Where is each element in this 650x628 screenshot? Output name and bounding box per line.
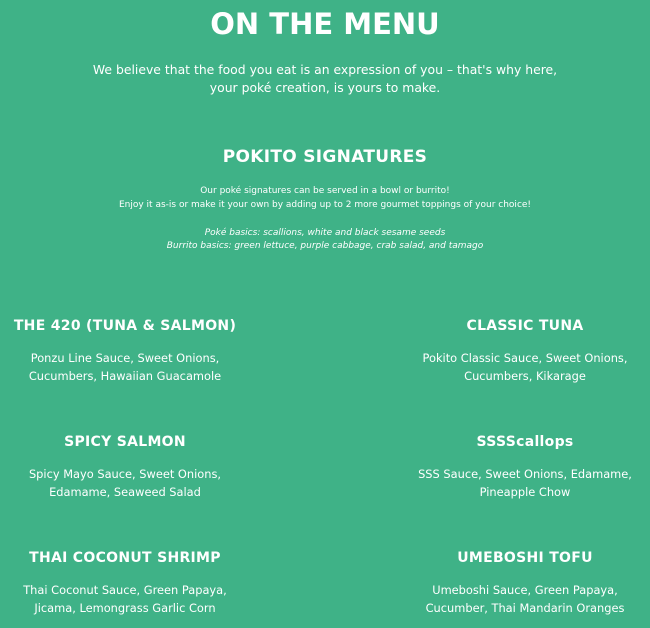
menu-item-desc-line-2: Cucumbers, Kikarage	[464, 369, 586, 383]
menu-item-thai-coconut-shrimp	[0, 550, 250, 617]
menu-item-description	[0, 349, 250, 385]
menu-item-description	[400, 349, 650, 385]
menu-item-name: UMEBOSHI TOFU	[457, 550, 593, 566]
menu-item-desc-line-1: Spicy Mayo Sauce, Sweet Onions,	[28, 467, 222, 481]
menu-item-name: THE 420 (TUNA & SALMON)	[13, 318, 237, 334]
burrito-basics: Burrito basics: green lettuce, purple cabbage, crab salad, and tamago	[166, 241, 484, 251]
signatures-desc-line-1: Our poké signatures can be served in a bowl or burrito!	[200, 186, 450, 196]
menu-item-desc-line-2: Edamame, Seaweed Salad	[49, 485, 201, 499]
menu-item-spicy-salmon	[0, 434, 250, 501]
menu-item-name: SSSScallops	[476, 434, 574, 450]
menu-item-desc-line-2: Cucumber, Thai Mandarin Oranges	[425, 601, 625, 615]
signatures-description	[60, 185, 590, 212]
menu-item-name: SPICY SALMON	[64, 434, 186, 450]
menu-item-name: THAI COCONUT SHRIMP	[29, 550, 221, 566]
menu-item-desc-line-1: Thai Coconut Sauce, Green Papaya,	[23, 583, 227, 597]
menu-item-desc-line-1: SSS Sauce, Sweet Onions, Edamame,	[418, 467, 632, 481]
signatures-title: POKITO SIGNATURES	[222, 147, 428, 167]
menu-item-desc-line-1: Pokito Classic Sauce, Sweet Onions,	[422, 351, 628, 365]
menu-item-desc-line-2: Pineapple Chow	[479, 485, 571, 499]
menu-item-classic-tuna	[400, 318, 650, 385]
poke-basics: Poké basics: scallions, white and black sesame seeds	[204, 228, 446, 238]
menu-item-desc-line-1: Umeboshi Sauce, Green Papaya,	[432, 583, 618, 597]
intro-text	[60, 61, 590, 97]
signatures-basics	[60, 227, 590, 253]
menu-item-name: CLASSIC TUNA	[466, 318, 584, 334]
menu-item-desc-line-1: Ponzu Line Sauce, Sweet Onions,	[30, 351, 220, 365]
menu-item-desc-line-2: Cucumbers, Hawaiian Guacamole	[28, 369, 222, 383]
menu-item-description	[0, 581, 250, 617]
menu-item-sssscallops	[400, 434, 650, 501]
menu-item-desc-line-2: Jicama, Lemongrass Garlic Corn	[34, 601, 216, 615]
menu-item-description	[0, 465, 250, 501]
intro-line-2: your poké creation, is yours to make.	[209, 80, 441, 95]
intro-line-1: We believe that the food you eat is an expression of you – that's why here,	[92, 62, 558, 77]
menu-item-420-tuna-salmon	[0, 318, 250, 385]
menu-item-description	[400, 465, 650, 501]
menu-item-umeboshi-tofu	[400, 550, 650, 617]
menu-item-description	[400, 581, 650, 617]
signatures-desc-line-2: Enjoy it as-is or make it your own by adding up to 2 more gourmet toppings of your choice!	[118, 199, 532, 210]
page-title: ON THE MENU	[210, 7, 440, 41]
